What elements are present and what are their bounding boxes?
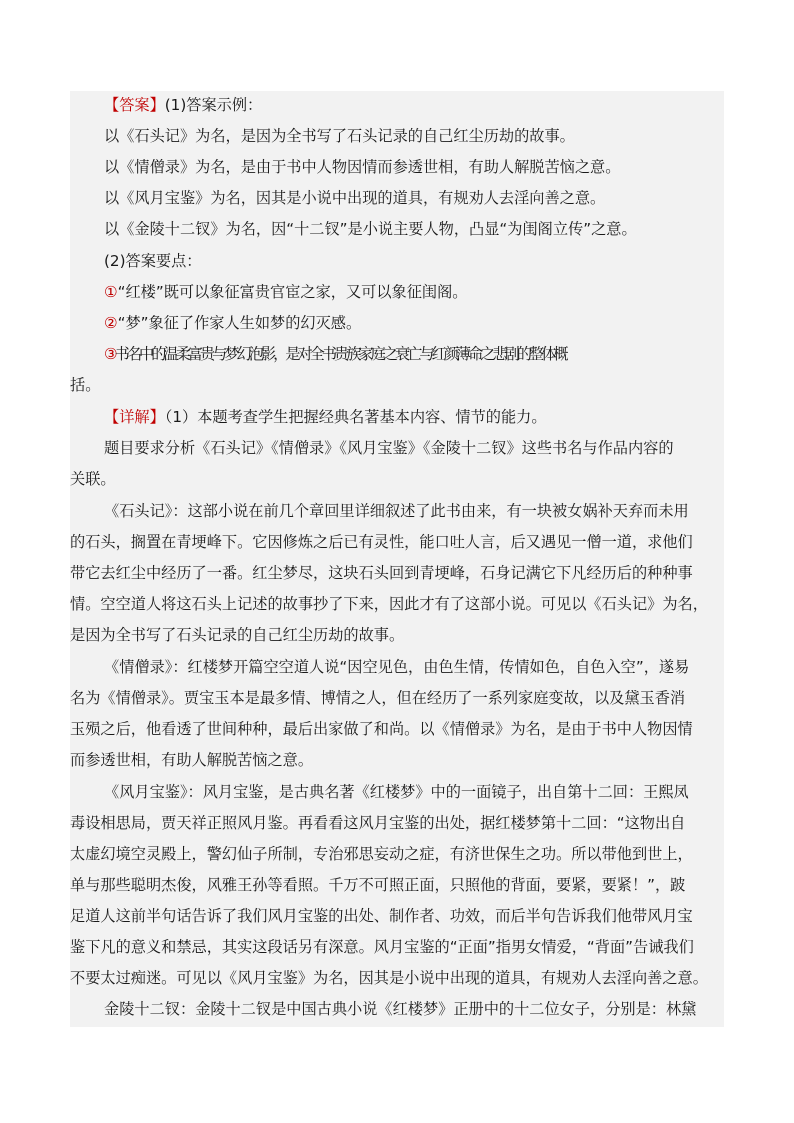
detail-line: 鉴下凡的意义和禁忌，其实这段话另有深意。风月宝鉴的“正面”指男女情爱，“背面”告诫我们 bbox=[70, 938, 694, 956]
answer-item: 以《风月宝鉴》为名，因其是小说中出现的道具，有规劝人去淫向善之意。 bbox=[104, 189, 606, 207]
detail-line: 金陵十二钗：金陵十二钗是中国古典小说《红楼梦》正册中的十二位女子，分别是：林黛 bbox=[104, 1000, 697, 1018]
detail-line: 足道人这前半句话告诉了我们风月宝鉴的出处、制作者、功效，而后半句告诉我们他带风月宝 bbox=[70, 907, 693, 925]
detail-line: 带它去红尘中经历了一番。红尘梦尽，这块石头回到青埂峰，石身记满它下凡经历后的种种事 bbox=[70, 564, 693, 582]
answer-point-cont: 括。 bbox=[70, 376, 101, 394]
detail-line: 是因为全书写了石头记录的自己红尘历劫的故事。 bbox=[70, 626, 405, 644]
detail-line: 名为《情僧录》。贾宝玉本是最多情、博情之人，但在经历了一系列家庭变故，以及黛玉香消 bbox=[70, 689, 686, 707]
detail-line: 单与那些聪明杰俊，风雅王孙等看照。千万不可照正面，只照他的背面，要紧，要紧！”，跛 bbox=[70, 876, 686, 894]
point-text: 书名中的温柔富贵与梦幻泡影，是对全书贵族家庭之衰亡与红颜薄命之悲剧的整体概 bbox=[114, 345, 566, 363]
detail-line: 而参透世相，有助人解脱苦恼之意。 bbox=[70, 751, 313, 769]
detail-line: 《风月宝鉴》：风月宝鉴，是古典名著《红楼梦》中的一面镜子，出自第十二回：王熙凤 bbox=[104, 783, 689, 801]
detail-line: （1）本题考查学生把握经典名著基本内容、情节的能力。 bbox=[164, 408, 547, 426]
answer-label: 【答案】 bbox=[104, 96, 165, 114]
point-number: ① bbox=[104, 283, 118, 301]
document-page bbox=[70, 91, 724, 1027]
answer-item: 以《情僧录》为名，是由于书中人物因情而参透世相，有助人解脱苦恼之意。 bbox=[104, 158, 621, 176]
detail-line: 玉殒之后，他看透了世间种种，最后出家做了和尚。以《情僧录》为名，是由于书中人物因情 bbox=[70, 720, 693, 738]
answer-item: 以《石头记》为名，是因为全书写了石头记录的自己红尘历劫的故事。 bbox=[104, 127, 575, 145]
detail-line: 毒设相思局，贾天祥正照风月鉴。再看看这风月宝鉴的出处，据红楼梦第十二回：“这物出自 bbox=[70, 814, 686, 832]
detail-line: 情。空空道人将这石头上记述的故事抄了下来，因此才有了这部小说。可见以《石头记》为名， bbox=[70, 595, 708, 613]
detail-label: 【详解】 bbox=[104, 408, 165, 426]
point-text: “红楼”既可以象征富贵官宦之家，又可以象征闺阁。 bbox=[117, 283, 468, 301]
detail-line: 《情僧录》：红楼梦开篇空空道人说“因空见色，由色生情，传情如色，自色入空”，遂易 bbox=[104, 658, 690, 676]
answer-part2-head: (2)答案要点： bbox=[104, 252, 202, 270]
answer-point bbox=[104, 344, 724, 364]
detail-line: 的石头，搁置在青埂峰下。它因修炼之后已有灵性，能口吐人言，后又遇见一僧一道，求他们 bbox=[70, 533, 693, 551]
detail-line: 太虚幻境空灵殿上，警幻仙子所制，专治邪思妄动之症，有济世保生之功。所以带他到世上， bbox=[70, 845, 693, 863]
detail-line: 题目要求分析《石头记》《情僧录》《风月宝鉴》《金陵十二钗》这些书名与作品内容的 bbox=[104, 439, 674, 457]
detail-heading bbox=[104, 407, 547, 427]
point-number: ② bbox=[104, 314, 118, 332]
point-number: ③ bbox=[104, 345, 115, 363]
answer-part1-head: (1)答案示例： bbox=[164, 96, 263, 114]
detail-line: 不要太过痴迷。可见以《风月宝鉴》为名，因其是小说中出现的道具，有规劝人去淫向善之意。 bbox=[70, 969, 708, 987]
answer-point bbox=[104, 313, 361, 333]
point-text: “梦”象征了作家人生如梦的幻灭感。 bbox=[117, 314, 362, 332]
answer-heading bbox=[104, 95, 262, 115]
answer-item: 以《金陵十二钗》为名，因“十二钗”是小说主要人物，凸显“为闺阁立传”之意。 bbox=[104, 220, 637, 238]
detail-line: 《石头记》：这部小说在前几个章回里详细叙述了此书由来，有一块被女娲补天弃而未用 bbox=[104, 502, 689, 520]
answer-point bbox=[104, 282, 468, 302]
detail-line: 关联。 bbox=[70, 470, 116, 488]
